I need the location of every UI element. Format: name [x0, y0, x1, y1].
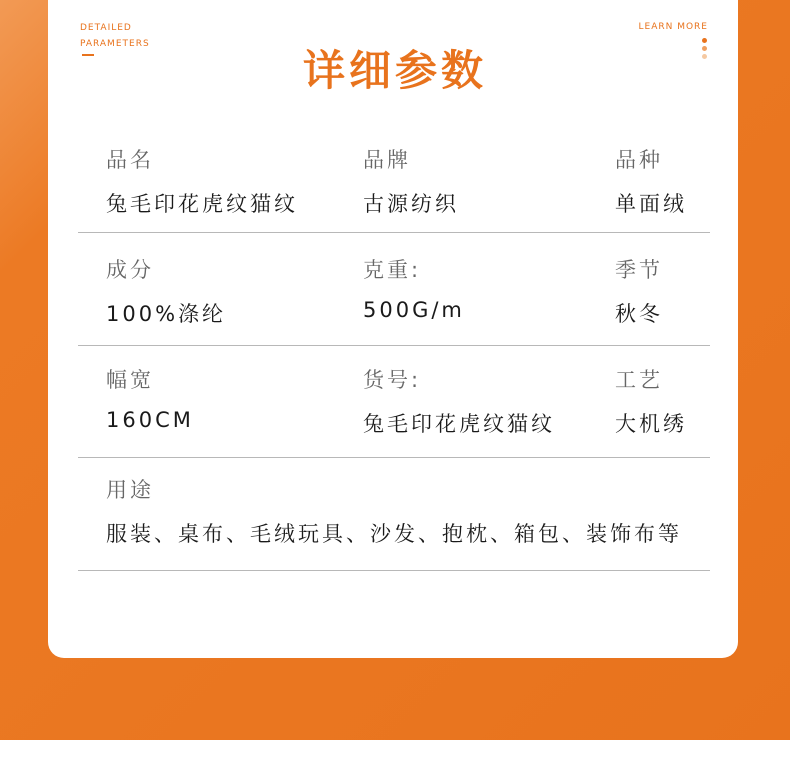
- param-label: 品牌: [363, 148, 411, 172]
- row-divider: [78, 345, 710, 346]
- param-value: 兔毛印花虎纹猫纹: [363, 412, 555, 436]
- param-cell: [106, 474, 682, 548]
- page-title: 详细参数: [302, 46, 487, 95]
- row-divider: [78, 570, 710, 571]
- param-label: 货号:: [363, 368, 422, 392]
- parameter-card: [48, 0, 738, 658]
- param-value: 160CM: [106, 408, 194, 432]
- param-cell: [615, 144, 687, 218]
- param-cell: [363, 144, 459, 218]
- param-value: 500G/m: [363, 298, 465, 322]
- param-value: 大机绣: [615, 412, 687, 436]
- param-label: 品名: [106, 148, 154, 172]
- param-label: 克重:: [363, 258, 422, 282]
- param-label: 成分: [106, 258, 154, 282]
- param-value: 服装、桌布、毛绒玩具、沙发、抱枕、箱包、装饰布等: [106, 522, 682, 546]
- param-cell: [106, 364, 194, 432]
- param-label: 季节: [615, 258, 663, 282]
- param-cell: [363, 254, 465, 322]
- param-cell: [615, 254, 663, 328]
- param-cell: [363, 364, 555, 438]
- param-value: 古源纺织: [363, 192, 459, 216]
- param-label: 用途: [106, 478, 154, 502]
- param-cell: [106, 254, 226, 328]
- param-cell: [615, 364, 687, 438]
- param-label: 幅宽: [106, 368, 154, 392]
- param-cell: [106, 144, 298, 218]
- caption-line-1: DETAILED: [80, 23, 132, 33]
- row-divider: [78, 232, 710, 233]
- learn-more-caption: LEARN MORE: [638, 22, 708, 32]
- param-value: 单面绒: [615, 192, 687, 216]
- param-value: 兔毛印花虎纹猫纹: [106, 192, 298, 216]
- param-value: 100%涤纶: [106, 302, 227, 326]
- param-value: 秋冬: [615, 302, 663, 326]
- row-divider: [78, 457, 710, 458]
- param-label: 品种: [615, 148, 663, 172]
- param-label: 工艺: [615, 368, 663, 392]
- caption-line-2: PARAMETERS: [80, 39, 150, 49]
